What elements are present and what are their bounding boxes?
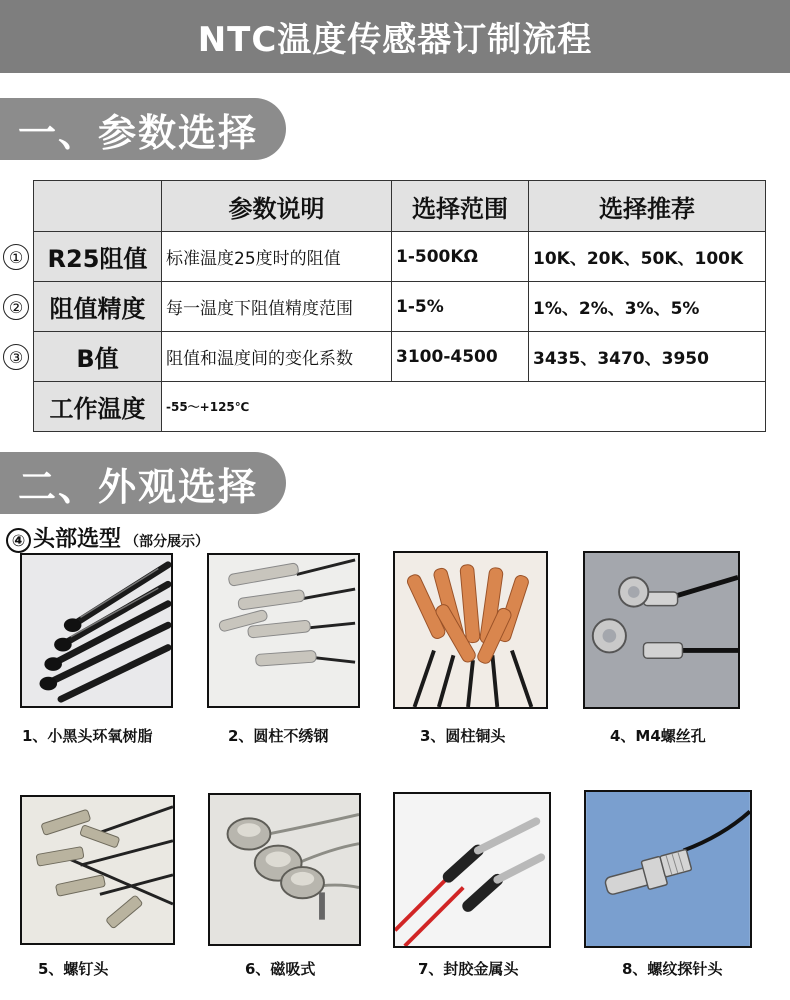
section-header-parameters [0,98,286,160]
param-recommend: 1%、2%、3%、5% [529,282,766,332]
head-type-subtitle: （部分展示） [125,534,210,550]
table-row [34,332,766,382]
table-header-range: 选择范围 [392,181,529,232]
param-name: B值 [34,332,162,382]
head-type-marker: ④ [6,528,31,553]
param-desc: 标准温度25度时的阻值 [162,232,392,282]
section-title-parameters: 一、参数选择 [18,110,259,155]
table-row [34,282,766,332]
param-name: 工作温度 [34,382,162,432]
stainless-cylinder-icon [207,553,360,708]
copper-cylinder-icon [393,551,548,709]
param-desc: -55～+125℃ [162,382,766,432]
head-caption: 3、圆柱铜头 [420,727,506,745]
section-header-appearance [0,452,286,514]
sealed-metal-head-icon [393,792,551,948]
table-header-desc: 参数说明 [162,181,392,232]
threaded-probe-icon [584,790,752,948]
head-caption: 2、圆柱不绣钢 [228,727,329,745]
head-caption: 1、小黑头环氧树脂 [22,727,153,745]
param-desc: 阻值和温度间的变化系数 [162,332,392,382]
head-type-label: 头部选型 [33,527,122,552]
head-caption: 5、螺钉头 [38,960,109,978]
param-range: 1-500KΩ [392,232,529,282]
table-header-row [34,181,766,232]
title-banner [0,0,790,73]
param-range: 1-5% [392,282,529,332]
param-name: R25阻值 [34,232,162,282]
table-header-recommend: 选择推荐 [529,181,766,232]
parameter-table [33,180,766,432]
page-title: NTC温度传感器订制流程 [197,20,593,60]
section-title-appearance: 二、外观选择 [18,464,259,509]
param-recommend: 10K、20K、50K、100K [529,232,766,282]
ring-terminal-icon [583,551,740,709]
table-row [34,382,766,432]
row-marker: ③ [3,344,29,370]
head-caption: 7、封胶金属头 [418,960,519,978]
head-caption: 8、螺纹探针头 [622,960,723,978]
row-marker: ② [3,294,29,320]
black-epoxy-head-icon [20,553,173,708]
table-header-blank [34,181,162,232]
table-row [34,232,766,282]
head-caption: 6、磁吸式 [245,960,316,978]
param-recommend: 3435、3470、3950 [529,332,766,382]
head-caption: 4、M4螺丝孔 [610,727,706,745]
screw-head-icon [20,795,175,945]
row-marker: ① [3,244,29,270]
param-range: 3100-4500 [392,332,529,382]
param-name: 阻值精度 [34,282,162,332]
magnetic-head-icon [208,793,361,946]
head-type-title [6,522,209,553]
param-desc: 每一温度下阻值精度范围 [162,282,392,332]
